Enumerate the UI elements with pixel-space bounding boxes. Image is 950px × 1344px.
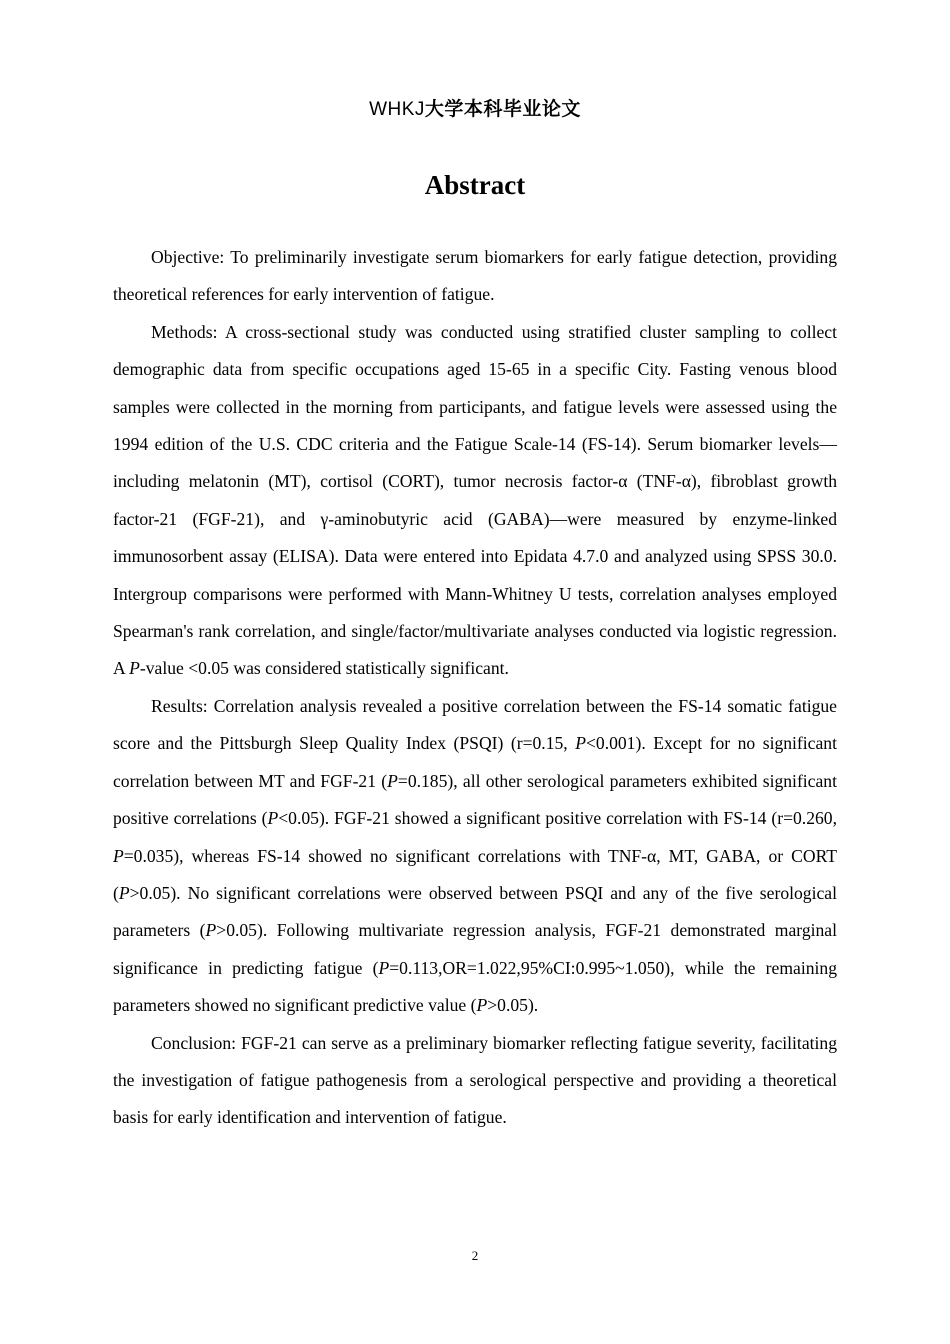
results-text-4: <0.05). FGF-21 showed a significant positive correlation with FS-14 (r=0.260, — [278, 808, 837, 829]
results-text-8: =0.113,OR=1.022,95%CI:0.995~1.050), while the remaining parameters showed no significant predictive value ( — [113, 957, 837, 1016]
paragraph-objective — [113, 239, 837, 314]
paragraph-results — [113, 688, 837, 1025]
italic-p: P — [267, 808, 279, 829]
italic-p: P — [476, 995, 488, 1016]
methods-text: Methods: A cross-sectional study was conducted using stratified cluster sampling to collect demographic data from specific occupations aged 15-65 in a specific City. Fasting venous blood samples were collected in the morning from participants, and fatigue levels were assessed using the 1994 edition of the U.S. CDC criteria and the Fatigue Scale-14 (FS-14). Serum biomarker levels—including melatonin (MT), cortisol (CORT), tumor necrosis factor-α (TNF-α), fibroblast growth factor-21 (FGF-21), and γ-aminobutyric acid (GABA)—were measured by enzyme-linked immunosorbent assay (ELISA). Data were entered into Epidata 4.7.0 and analyzed using SPSS 30.0. Intergroup comparisons were performed with Mann-Whitney U tests, correlation analyses employed Spearman's rank correlation, and single/factor/multivariate analyses conducted via logistic regression. A — [113, 321, 837, 679]
results-text-2: <0.001). Except for no significant correlation between MT and FGF-21 ( — [113, 733, 837, 791]
results-text-1: Results: Correlation analysis revealed a positive correlation between the FS-14 somatic fatigue score and the Pittsburgh Sleep Quality Index (PSQI) (r=0.15, — [113, 695, 837, 754]
results-text-7: >0.05). Following multivariate regression analysis, FGF-21 demonstrated marginal significance in predicting fatigue ( — [113, 920, 838, 978]
italic-p: P — [575, 733, 586, 754]
page-title: Abstract — [424, 170, 526, 200]
page-number: 2 — [471, 1248, 479, 1263]
objective-text: Objective: To preliminarily investigate serum biomarkers for early fatigue detection, providing theoretical references for early intervention of fatigue. — [113, 247, 837, 305]
italic-p: P — [129, 658, 140, 679]
results-text-3: =0.185), all other serological parameters exhibited significant positive correlations ( — [113, 770, 837, 829]
italic-p: P — [378, 957, 390, 978]
paragraph-methods — [113, 314, 837, 688]
italic-p: P — [387, 770, 398, 791]
running-header — [0, 94, 950, 121]
italic-p: P — [118, 882, 130, 903]
header-prefix: WHKJ — [369, 99, 425, 120]
results-text-9: >0.05). — [487, 995, 539, 1016]
paragraph-conclusion — [113, 1025, 837, 1137]
italic-p: P — [205, 920, 217, 941]
results-text-6: >0.05). No significant correlations were observed between PSQI and any of the five serological parameters ( — [113, 882, 837, 941]
header-university-text: 大学本科毕业论文 — [424, 98, 581, 120]
conclusion-text: Conclusion: FGF-21 can serve as a preliminary biomarker reflecting fatigue severity, facilitating the investigation of fatigue pathogenesis from a serological perspective and providing a theoretical basis for early identification and intervention of fatigue. — [113, 1032, 837, 1128]
italic-p: P — [113, 845, 124, 866]
abstract-body — [113, 239, 837, 1137]
methods-text-end: -value <0.05 was considered statistically significant. — [139, 658, 509, 679]
results-text-5: =0.035), whereas FS-14 showed no significant correlations with TNF-α, MT, GABA, or CORT ( — [113, 845, 837, 903]
